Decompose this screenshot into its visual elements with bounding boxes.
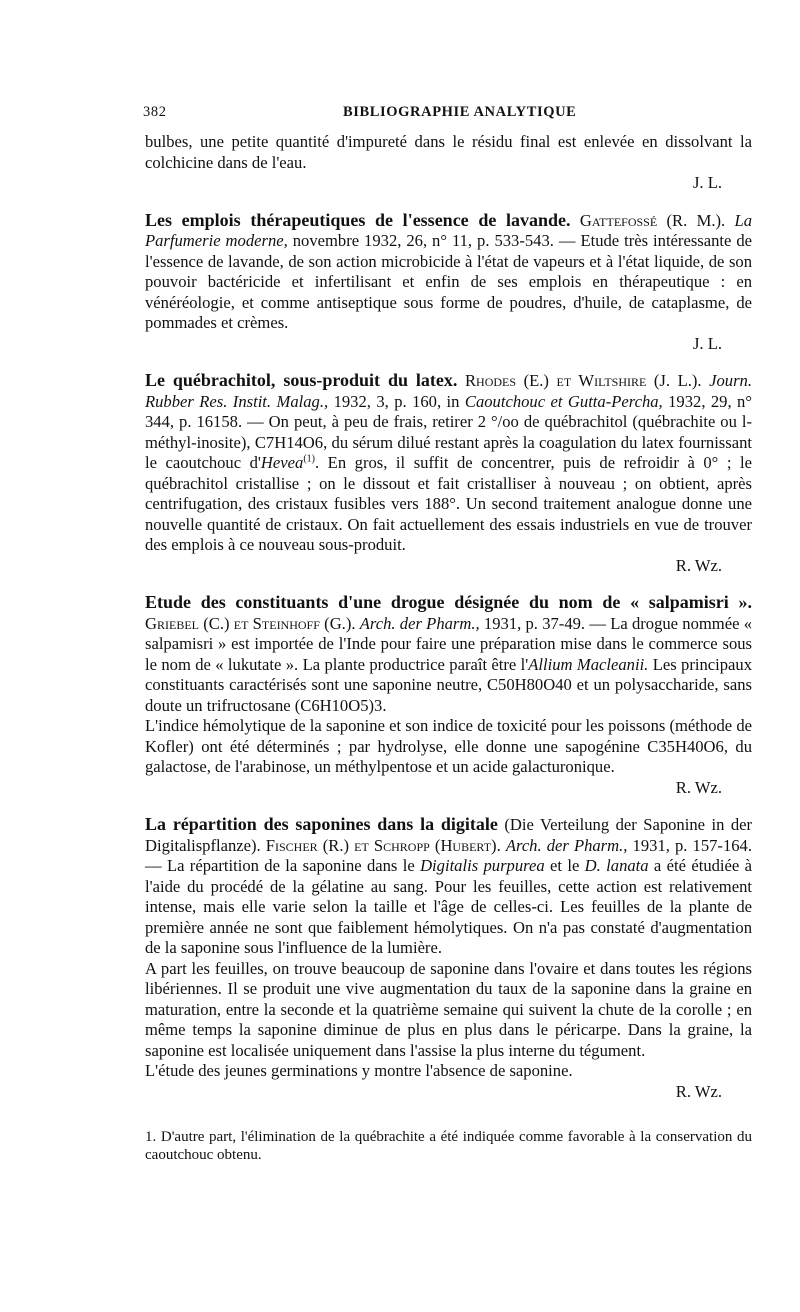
species-name: Hevea: [260, 453, 304, 472]
signature: J. L.: [692, 173, 722, 192]
entry-source-secondary: Caoutchouc et Gutta-Percha,: [464, 391, 663, 411]
entry-text: Les principaux constituants caractérisés sont une saponine neutre, C50H80O40 et un polysaccharide, sans doute un trifructosane (C6H10O5)3.: [145, 654, 752, 715]
entry-heading: Le québrachitol, sous-produit du latex.: [145, 370, 458, 390]
entry-authors: Gattefossé (R. M.).: [579, 210, 726, 230]
page-number: 382: [143, 104, 167, 120]
entry-authors: Rhodes (E.) et Wiltshire (J. L.).: [464, 371, 702, 390]
species-name: Allium Macleanii.: [528, 654, 649, 674]
entry-details: 1931, p. 37-49.: [483, 613, 586, 633]
entry-text: — On peut, à peu de frais, retirer 2 °/oo de québrachitol (québrachite ou l-méthyl-inosite), C7H14O6, du sérum dilué restant après la coagulation du latex fournissant le caoutchouc d': [145, 412, 753, 472]
entry-details-secondary: 1932, 29, n° 344, p. 16158.: [145, 391, 752, 431]
entry-source: Arch. der Pharm.,: [505, 835, 628, 855]
footnote-number: 1.: [145, 1129, 157, 1145]
signature: R. Wz.: [675, 555, 722, 575]
entry-paragraph: [145, 1061, 752, 1082]
entry-text: et le: [544, 856, 585, 875]
entry-quebrachitol: [145, 370, 752, 576]
entry-german-title: (Die Verteilung der Saponine in der Digitalispflanze).: [145, 815, 753, 855]
entry-text: . En gros, il suffit de concentrer, puis de refroidir à 0° ; le québrachitol cristallise ; on le dissout et fait cristalliser à nouveau ; on obtient, après centrifugation, des cristaux fusibles vers 188°. Un second traitement analogue donne une nouvelle quantité de cristaux. On fait actuellement des essais industriels en vue de trouver des emplois à ce nouveau sous-produit.: [145, 453, 752, 554]
entry-paragraph: [145, 592, 752, 716]
entry-heading: Les emplois thérapeutiques de l'essence de lavande.: [145, 209, 571, 230]
entry-digitale: [145, 814, 752, 1102]
entry-source: Arch. der Pharm.,: [359, 613, 480, 633]
entry-heading: Etude des constituants d'une drogue désignée du nom de « salpamisri ».: [145, 592, 752, 612]
entry-text: — La drogue nommée « salpamisri » est importée de l'Inde pour faire une préparation mise dans le commerce sous le nom de « lukutate ». La plante productrice paraît être l': [145, 613, 752, 674]
entry-authors: Griebel (C.) et Steinhoff (G.).: [145, 613, 356, 633]
entry-lavande: [145, 210, 752, 355]
entry-source: Journ. Rubber Res. Instit. Malag.,: [145, 371, 752, 411]
entry-text: a été étudiée à l'aide du procédé de la gélatine au sang. Pour les feuilles, cette action est relativement intense, mais elle varie selon la taille et l'âge de celles-ci. Les feuilles de la plante de première année ne sont que faiblement hémolytiques. On n'a pas constaté d'augmentation de la saponine sous l'influence de la lumière.: [145, 856, 752, 957]
entry-paragraph: [145, 210, 752, 334]
signature: R. Wz.: [675, 1081, 722, 1101]
entry-text: L'étude des jeunes germinations y montre l'absence de saponine.: [145, 1061, 573, 1080]
species-name: Digitalis purpurea: [420, 856, 545, 875]
footnote-text: D'autre part, l'élimination de la québrachite a été indiquée comme favorable à la conservation du caoutchouc obtenu.: [145, 1129, 752, 1163]
entry-salpamisri: [145, 592, 752, 798]
entry-paragraph: [145, 959, 752, 1062]
continuation-text: bulbes, une petite quantité d'impureté dans le résidu final est enlevée en dissolvant la colchicine dans de l'eau.: [145, 132, 752, 172]
signature: R. Wz.: [675, 777, 722, 797]
entry-details: 1932, 3, p. 160, in: [333, 391, 460, 411]
footnote: [145, 1128, 752, 1164]
entry-paragraph: [145, 370, 752, 556]
entry-paragraph: [145, 814, 752, 959]
entry-heading: La répartition des saponines dans la digitale: [145, 814, 498, 834]
entry-source: La Parfumerie moderne,: [145, 210, 753, 250]
entry-text: — Etude très intéressante de l'essence de lavande, de son action microbicide à l'état de vapeurs et à l'état liquide, de son pouvoir bactéricide et infertilisant et enfin de ses emplois en thérapeutique : en vénéréologie, et comme antiseptique sous forme de poudres, d'huile, de cataplasme, de pommades et crèmes.: [145, 231, 752, 332]
entry-text: — La répartition de la saponine dans le: [145, 856, 421, 875]
continuation-paragraph: [145, 132, 752, 173]
entry-details: 1931, p. 157-164.: [632, 835, 752, 855]
entry-text: L'indice hémolytique de la saponine et son indice de toxicité pour les poissons (méthode de Kofler) ont été déterminés ; par hydrolyse, elle donne une sapogénine C35H40O6, du galactose, de l'arabinose, un méthylpentose et un acide galacturonique.: [145, 716, 752, 776]
running-title: BIBLIOGRAPHIE ANALYTIQUE: [343, 104, 577, 120]
entry-text: A part les feuilles, on trouve beaucoup de saponine dans l'ovaire et dans toutes les régions libériennes. Il se produit une vive augmentation du taux de la saponine dans la graine en maturation, entre la seconde et la quatrième semaine qui suivent la chute de la corolle ; en même temps la saponine diminue de plus en plus dans le péricarpe. Dans la graine, la saponine est localisée uniquement dans l'assise la plus interne du tégument.: [145, 958, 752, 1060]
page-body: [145, 132, 752, 1102]
species-name: D. lanata: [584, 856, 649, 875]
page-header: [143, 104, 753, 126]
footnote-reference: (1): [303, 453, 315, 465]
entry-details: novembre 1932, 26, n° 11, p. 533-543.: [292, 231, 554, 250]
entry-paragraph: [145, 716, 752, 778]
signature: J. L.: [692, 333, 722, 353]
entry-authors: Fischer (R.) et Schropp (Hubert).: [265, 835, 501, 855]
